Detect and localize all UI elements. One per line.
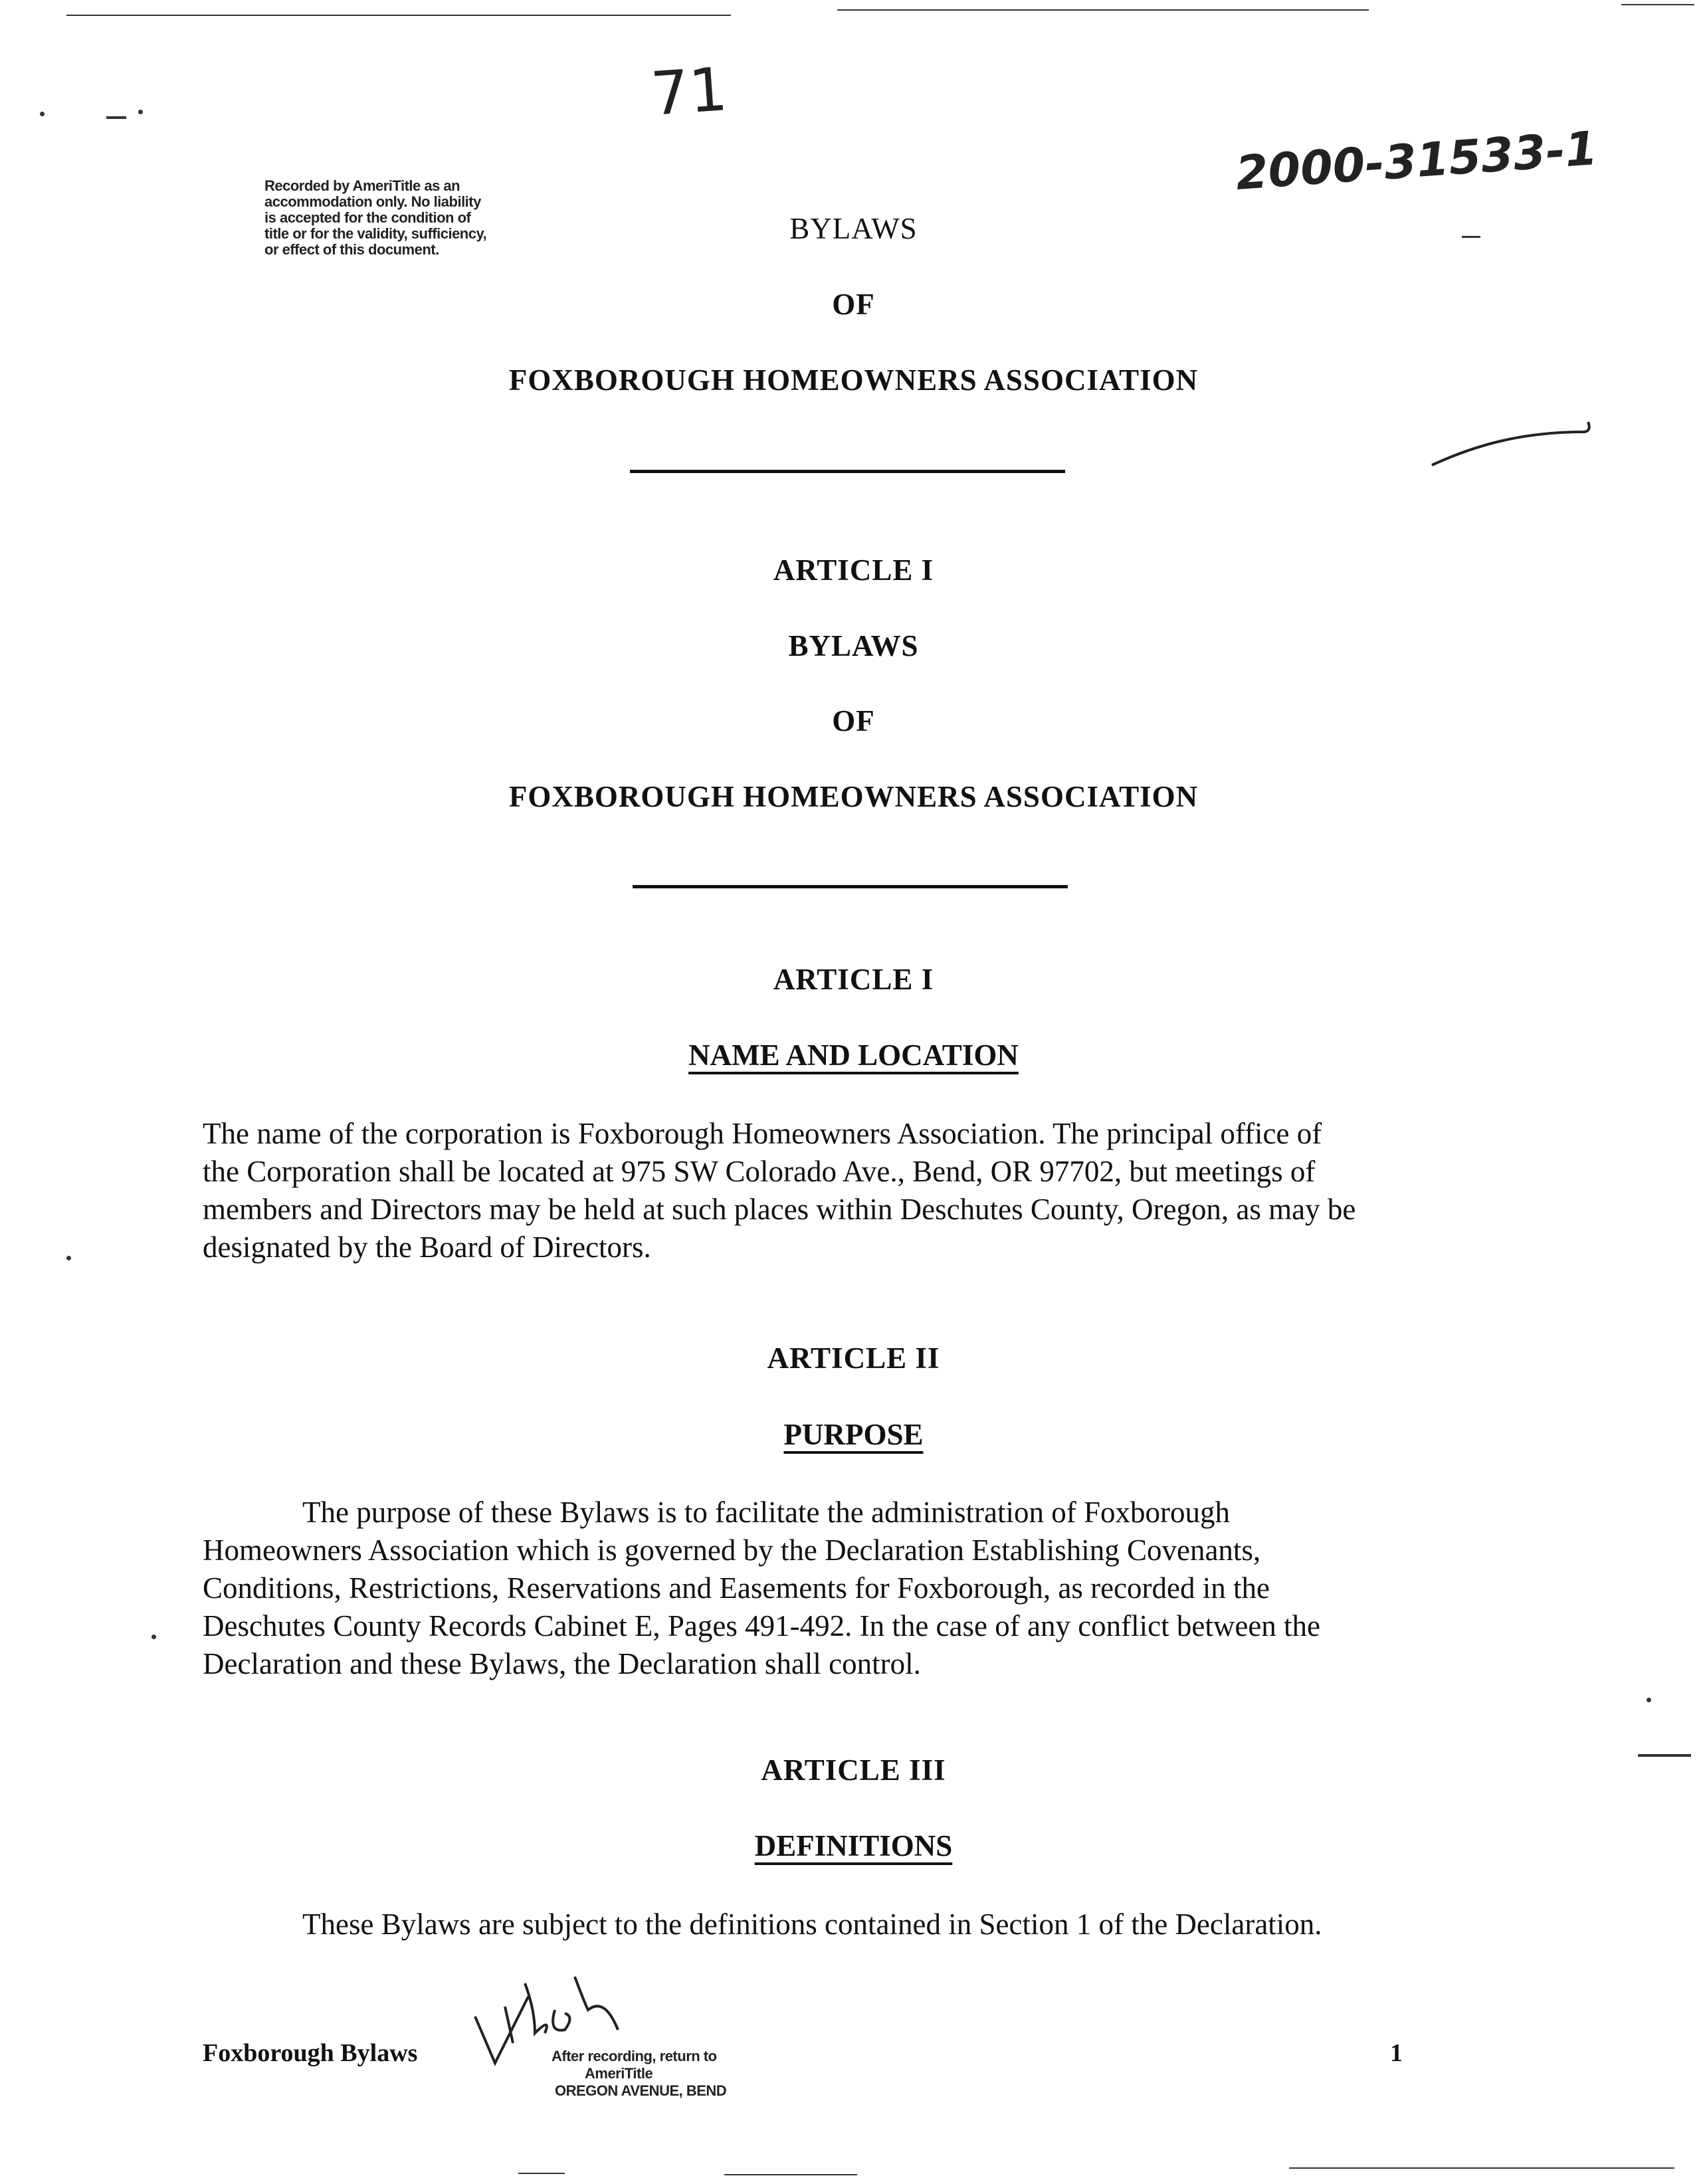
- repeat-association: FOXBOROUGH HOMEOWNERS ASSOCIATION: [508, 780, 1199, 813]
- return-line: After recording, return to: [552, 2048, 717, 2064]
- article-title: NAME AND LOCATION: [688, 1039, 1019, 1072]
- scan-speck: [106, 116, 126, 119]
- body-line: The purpose of these Bylaws is to facilitate the administration of Foxborough: [302, 1496, 1230, 1529]
- scan-speck: [40, 112, 45, 116]
- return-line: AmeriTitle: [585, 2065, 653, 2082]
- handwritten-document-number: 2000-31533-1: [1234, 121, 1599, 201]
- title-association: FOXBOROUGH HOMEOWNERS ASSOCIATION: [508, 363, 1199, 397]
- body-line: members and Directors may be held at such places within Deschutes County, Oregon, as may be: [203, 1193, 1356, 1226]
- page-number: 1: [1390, 2039, 1403, 2067]
- scan-line-bottom: [518, 2173, 565, 2174]
- article-body: [203, 1115, 1565, 1266]
- title-of: OF: [832, 288, 875, 321]
- footer-title: Foxborough Bylaws: [203, 2039, 418, 2067]
- stamp-line: Recorded by AmeriTitle as an: [264, 177, 460, 194]
- stamp-line: or effect of this document.: [264, 241, 439, 258]
- handwritten-page-mark: 71: [649, 54, 730, 130]
- return-line: OREGON AVENUE, BEND: [555, 2082, 727, 2099]
- article-body: [302, 1906, 1565, 1943]
- stamp-line: is accepted for the condition of: [264, 209, 471, 226]
- stamp-line: accommodation only. No liability: [264, 193, 481, 210]
- article-title: PURPOSE: [783, 1418, 924, 1451]
- scan-line-bottom: [1289, 2167, 1674, 2169]
- body-line: The name of the corporation is Foxborough Homeowners Association. The principal office of: [203, 1117, 1322, 1150]
- return-stamp: [552, 2048, 726, 2100]
- repeat-of: OF: [832, 704, 875, 738]
- article-number: ARTICLE I: [773, 963, 934, 996]
- article-title: DEFINITIONS: [754, 1829, 953, 1862]
- article-number: ARTICLE II: [767, 1341, 940, 1375]
- body-line: These Bylaws are subject to the definitions contained in Section 1 of the Declaration.: [302, 1908, 1322, 1941]
- article-number: ARTICLE III: [761, 1753, 946, 1787]
- body-line: Declaration and these Bylaws, the Declaration shall control.: [203, 1647, 921, 1680]
- stamp-line: title or for the validity, sufficiency,: [264, 225, 487, 242]
- scan-speck: [66, 1256, 71, 1260]
- body-line: Homeowners Association which is governed by the Declaration Establishing Covenants,: [203, 1534, 1261, 1567]
- title-rule: [630, 470, 1065, 473]
- scan-line-top: [1621, 4, 1694, 5]
- article-body: [203, 1494, 1565, 1683]
- body-line: Deschutes County Records Cabinet E, Pages 491-492. In the case of any conflict between the: [203, 1609, 1321, 1642]
- scan-line-top: [837, 9, 1369, 11]
- body-line: designated by the Board of Directors.: [203, 1231, 651, 1264]
- repeat-bylaws: BYLAWS: [788, 629, 919, 662]
- scan-speck: [138, 110, 143, 114]
- title-bylaws: BYLAWS: [789, 212, 918, 245]
- scan-line-bottom: [724, 2174, 857, 2175]
- scan-line-top: [66, 15, 731, 16]
- pen-stroke: [1429, 405, 1595, 472]
- scan-speck: [151, 1635, 156, 1639]
- repeat-rule: [633, 885, 1068, 888]
- body-line: Conditions, Restrictions, Reservations and Easements for Foxborough, as recorded in the: [203, 1571, 1270, 1605]
- body-line: the Corporation shall be located at 975 SW Colorado Ave., Bend, OR 97702, but meetings of: [203, 1155, 1316, 1188]
- scan-speck: [1647, 1698, 1651, 1702]
- repeat-article: ARTICLE I: [773, 553, 934, 587]
